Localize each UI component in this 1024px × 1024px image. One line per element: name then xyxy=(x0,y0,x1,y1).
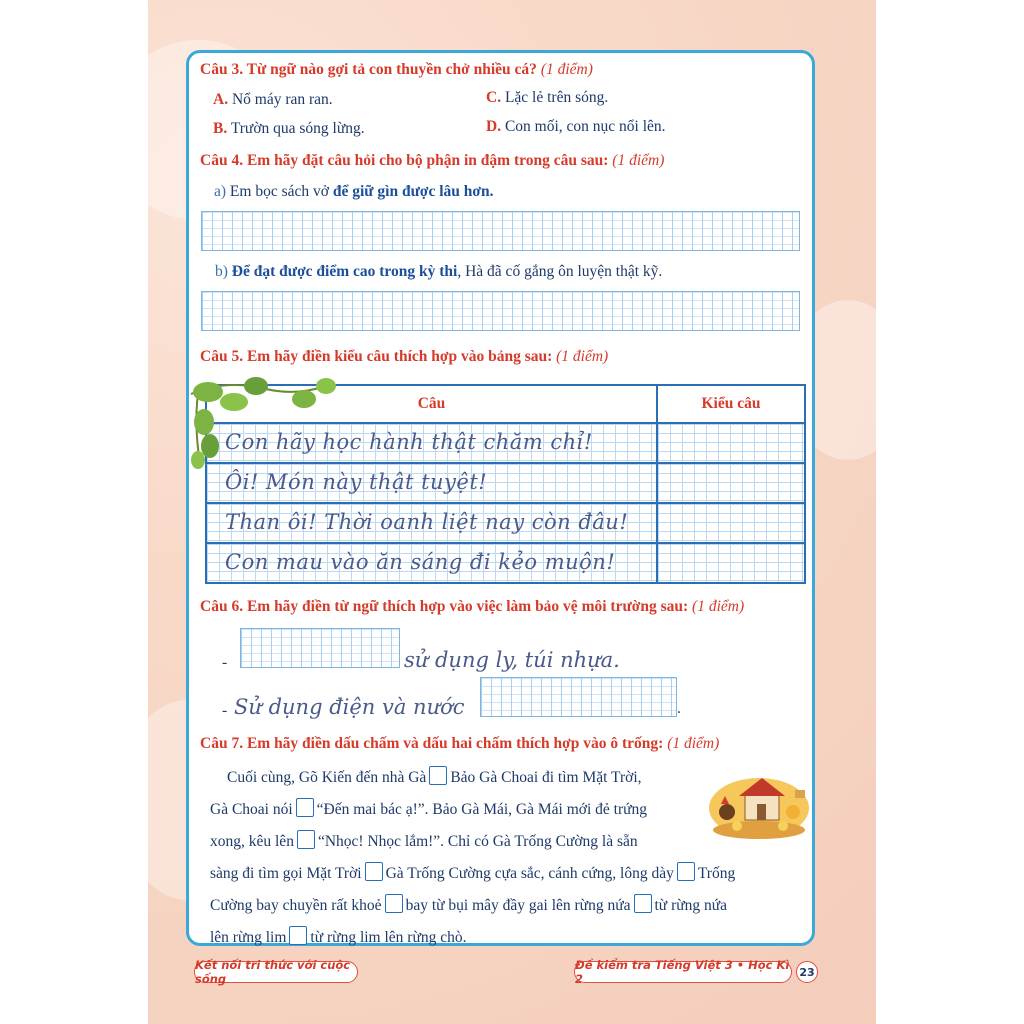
q7-blank-box[interactable] xyxy=(385,894,403,913)
q7-blank-box[interactable] xyxy=(677,862,695,881)
q3-option-b[interactable]: B. Trườn qua sóng lừng. xyxy=(213,120,365,137)
q5-header-type: Kiểu câu xyxy=(657,385,805,423)
q5-title: Câu 5. Em hãy điền kiểu câu thích hợp vào bảng sau: (1 điểm) xyxy=(200,348,609,365)
q3-option-a[interactable]: A. Nổ máy ran ran. xyxy=(213,91,333,108)
q5-row-text: Than ôi! Thời oanh liệt nay còn đâu! xyxy=(225,510,629,534)
q7-line: xong, kêu lên “Nhọc! Nhọc lắm!”. Chỉ có Gà Trống Cường là sẵn xyxy=(210,830,638,851)
q7-line: lên rừng lim từ rừng lim lên rừng chò. xyxy=(210,926,467,947)
q5-row-text: Con mau vào ăn sáng đi kẻo muộn! xyxy=(225,550,616,574)
q5-row-type-input[interactable] xyxy=(657,543,805,583)
q4-b-sentence: b) Để đạt được điểm cao trong kỳ thi, Hà đã cố gắng ôn luyện thật kỹ. xyxy=(215,263,663,280)
footer-series-title: Kết nối tri thức với cuộc sống xyxy=(194,961,358,983)
q5-row-type-input[interactable] xyxy=(657,503,805,543)
q7-line: sàng đi tìm gọi Mặt Trời Gà Trống Cường cựa sắc, cánh cứng, lông dày Trống xyxy=(210,862,735,883)
q5-row-sentence xyxy=(206,503,657,543)
q7-line: Cường bay chuyền rất khoẻ bay từ bụi mây đầy gai lên rừng nứa từ rừng nứa xyxy=(210,894,727,915)
q7-blank-box[interactable] xyxy=(429,766,447,785)
q4-a-answer-grid[interactable] xyxy=(201,211,800,251)
q6-line1-dash: - xyxy=(222,654,228,671)
q6-title: Câu 6. Em hãy điền từ ngữ thích hợp vào việc làm bảo vệ môi trường sau: (1 điểm) xyxy=(200,598,745,615)
q4-title: Câu 4. Em hãy đặt câu hỏi cho bộ phận in đậm trong câu sau: (1 điểm) xyxy=(200,152,665,169)
q7-blank-box[interactable] xyxy=(365,862,383,881)
q6-line2-text: Sử dụng điện và nước xyxy=(234,695,465,719)
q5-row-text: Ôi! Món này thật tuyệt! xyxy=(225,470,488,494)
q5-row-text: Con hãy học hành thật chăm chỉ! xyxy=(225,430,593,454)
q4-b-answer-grid[interactable] xyxy=(201,291,800,331)
page-number: 23 xyxy=(796,961,818,983)
q5-row-type-input[interactable] xyxy=(657,463,805,503)
q3-title: Câu 3. Từ ngữ nào gợi tả con thuyền chở nhiều cá? (1 điểm) xyxy=(200,61,593,78)
q6-line1-text: sử dụng ly, túi nhựa. xyxy=(404,648,620,672)
q6-line1-answer-grid[interactable] xyxy=(240,628,400,668)
farm-house-chicken-illustration xyxy=(707,768,811,840)
footer-book-title: Đề kiểm tra Tiếng Việt 3 • Học Kì 2 xyxy=(574,961,792,983)
q7-blank-box[interactable] xyxy=(296,798,314,817)
q5-header-sentence: Câu xyxy=(206,385,657,423)
q7-blank-box[interactable] xyxy=(634,894,652,913)
q3-option-c[interactable]: C. Lặc lẻ trên sóng. xyxy=(486,89,609,106)
q4-a-sentence: a) Em bọc sách vở để giữ gìn được lâu hơn. xyxy=(214,183,494,200)
q7-title: Câu 7. Em hãy điền dấu chấm và dấu hai chấm thích hợp vào ô trống: (1 điểm) xyxy=(200,735,720,752)
q7-line: Cuối cùng, Gõ Kiến đến nhà Gà Bảo Gà Choai đi tìm Mặt Trời, xyxy=(227,766,642,787)
q6-line2-answer-grid[interactable] xyxy=(480,677,677,717)
q6-line2-dash: - xyxy=(222,702,228,719)
q7-blank-box[interactable] xyxy=(289,926,307,945)
q5-row-sentence xyxy=(206,543,657,583)
q7-blank-box[interactable] xyxy=(297,830,315,849)
q3-option-d[interactable]: D. Con mối, con nục nổi lên. xyxy=(486,118,666,135)
q5-row-type-input[interactable] xyxy=(657,423,805,463)
q7-line: Gà Choai nói “Đến mai bác ạ!”. Bảo Gà Mái, Gà Mái mới đẻ trứng xyxy=(210,798,647,819)
q6-line2-end: . xyxy=(677,700,681,717)
leaf-vine-illustration xyxy=(186,374,346,474)
